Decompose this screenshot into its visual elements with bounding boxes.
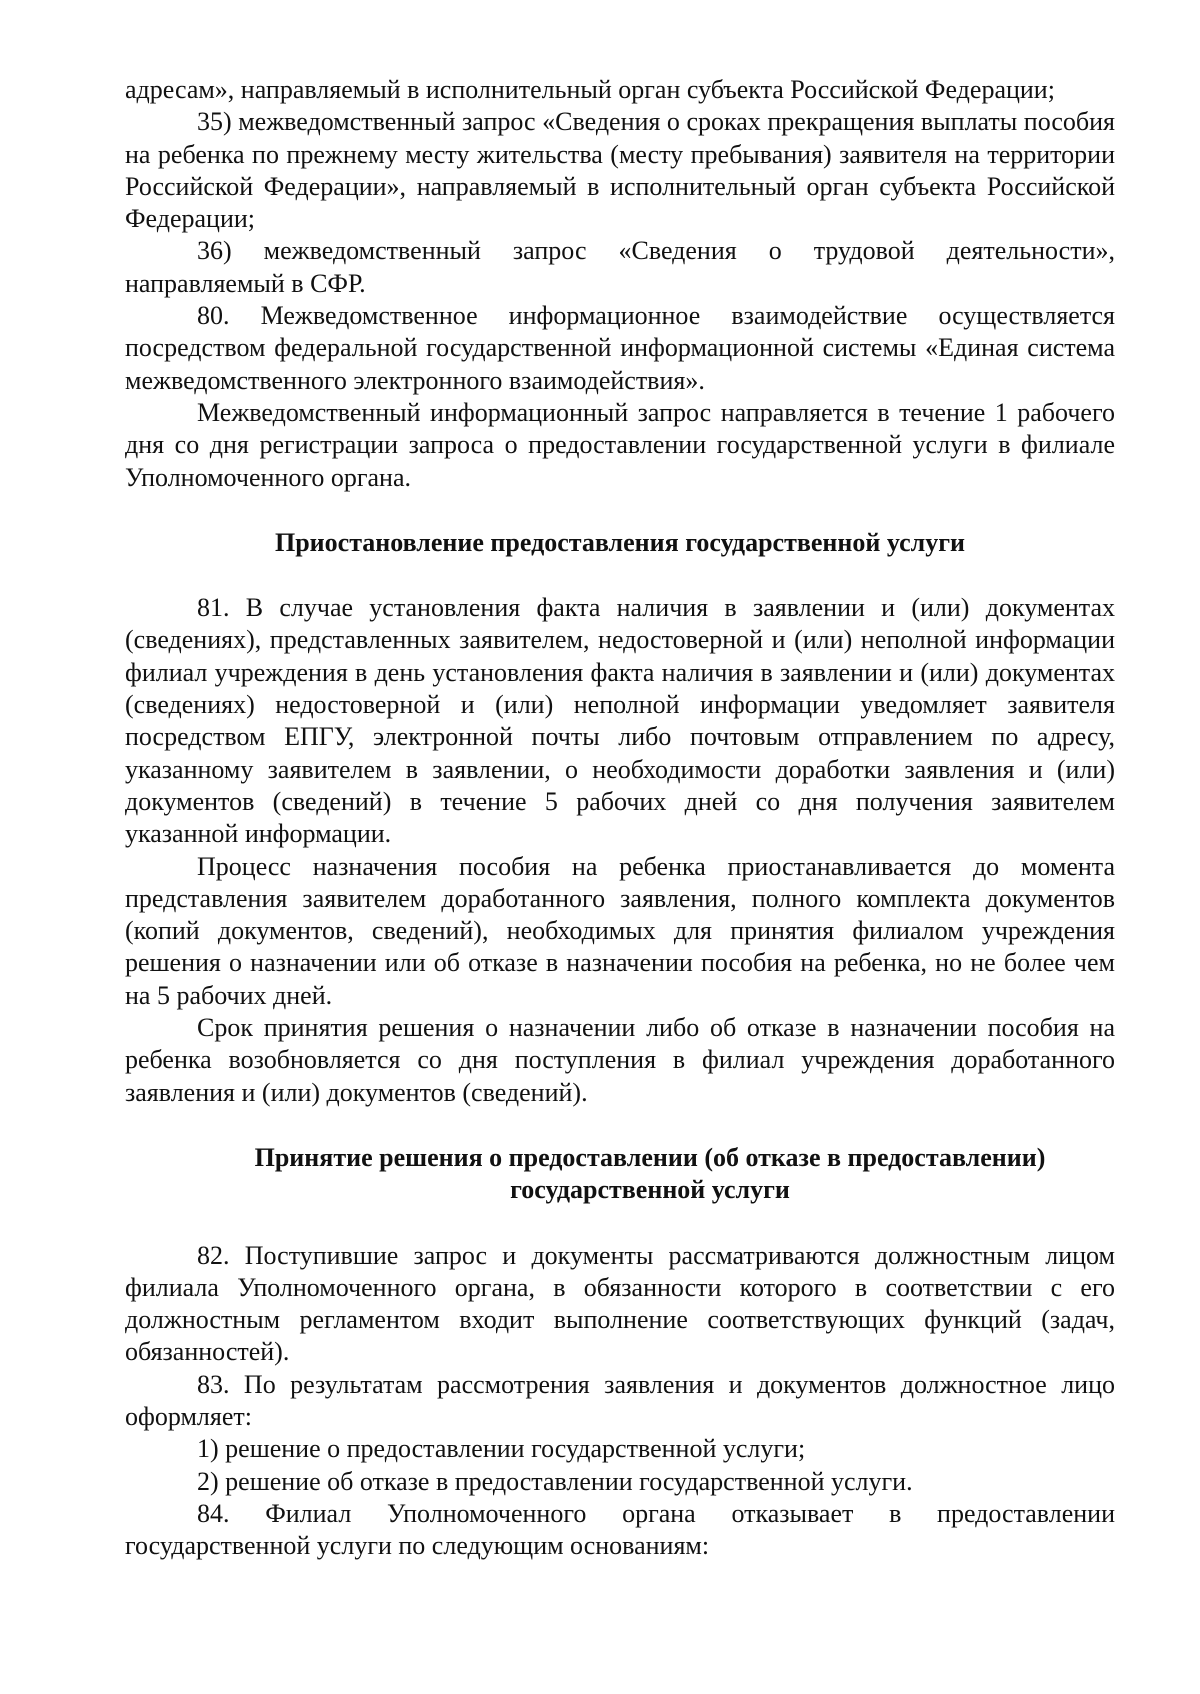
paragraph-83-item-1: 1) решение о предоставлении государственной услуги; xyxy=(197,1434,806,1464)
paragraph-item-35: 35) межведомственный запрос «Сведения о сроках прекращения выплаты пособия на ребенка по прежнему месту жительства (месту пребывания) заявителя на территории Российской Федерации», направляемый в исполнительный орган субъекта Российской Федерации; xyxy=(125,107,1115,234)
paragraph-80: 80. Межведомственное информационное взаимодействие осуществляется посредством федеральной государственной информационной системы «Единая система межведомственного электронного взаимодействия». xyxy=(125,301,1115,395)
paragraph-84: 84. Филиал Уполномоченного органа отказывает в предоставлении государственной услуги по следующим основаниям: xyxy=(125,1498,1115,1561)
paragraph-82: 82. Поступившие запрос и документы рассматриваются должностным лицом филиала Уполномоченного органа, в обязанности которого в соответствии с его должностным регламентом входит выполнение соответствующих функций (задач, обязанностей). xyxy=(125,1240,1115,1367)
paragraph-83: 83. По результатам рассмотрения заявления и документов должностное лицо оформляет: xyxy=(125,1369,1115,1431)
paragraph-item-36: 36) межведомственный запрос «Сведения о трудовой деятельности», направляемый в СФР. xyxy=(125,236,1115,298)
section-heading-decision xyxy=(125,1142,1115,1207)
section-heading-decision-line1: Принятие решения о предоставлении (об отказе в предоставлении) xyxy=(254,1142,1046,1172)
section-heading-suspension: Приостановление предоставления государственной услуги xyxy=(274,527,965,557)
paragraph-81-term: Срок принятия решения о назначении либо об отказе в назначении пособия на ребенка возобновляется со дня поступления в филиал учреждения доработанного заявления и (или) документов (сведений). xyxy=(125,1013,1115,1107)
paragraph-80-request: Межведомственный информационный запрос направляется в течение 1 рабочего дня со дня регистрации запроса о предоставлении государственной услуги в филиале Уполномоченного органа. xyxy=(125,397,1115,492)
section-heading-decision-line2: государственной услуги xyxy=(510,1175,790,1205)
paragraph-83-item-2: 2) решение об отказе в предоставлении государственной услуги. xyxy=(197,1466,913,1496)
paragraph-81-process: Процесс назначения пособия на ребенка приостанавливается до момента представления заявителем доработанного заявления, полного комплекта документов (копий документов, сведений), необходимых для принятия филиалом учреждения решения о назначении или об отказе в назначении пособия на ребенка, но не более чем на 5 рабочих дней. xyxy=(125,851,1115,1010)
document-page xyxy=(125,74,1115,1562)
paragraph-81: 81. В случае установления факта наличия в заявлении и (или) документах (сведениях), представленных заявителем, недостоверной и (или) неполной информации филиал учреждения в день установления факта наличия в заявлении и (или) документах (сведениях) недостоверной и (или) неполной информации уведомляет заявителя посредством ЕПГУ, электронной почты либо почтовым отправлением по адресу, указанному заявителем в заявлении, о необходимости доработки заявления и (или) документов (сведений) в течение 5 рабочих дней со дня получения заявителем указанной информации. xyxy=(125,593,1115,849)
paragraph-continuation: адресам», направляемый в исполнительный орган субъекта Российской Федерации; xyxy=(125,75,1055,104)
